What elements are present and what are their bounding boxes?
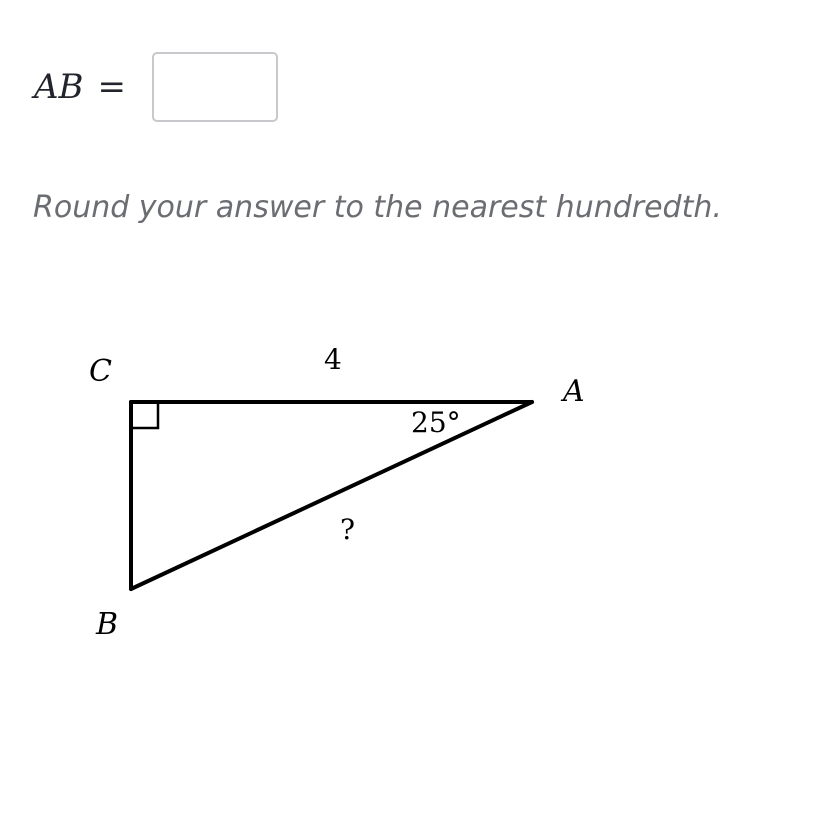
side-ab — [131, 402, 532, 589]
equation-lhs: AB — [34, 67, 84, 107]
instruction-text: Round your answer to the nearest hundredth. — [33, 190, 722, 225]
angle-label-a: 25° — [411, 406, 461, 439]
side-label-ab: ? — [340, 513, 356, 546]
vertex-label-b: B — [96, 607, 119, 642]
equals-sign: = — [97, 67, 127, 107]
side-label-ca: 4 — [324, 343, 342, 376]
vertex-label-c: C — [89, 354, 112, 389]
vertex-label-a: A — [563, 374, 585, 409]
right-angle-marker — [131, 402, 158, 428]
